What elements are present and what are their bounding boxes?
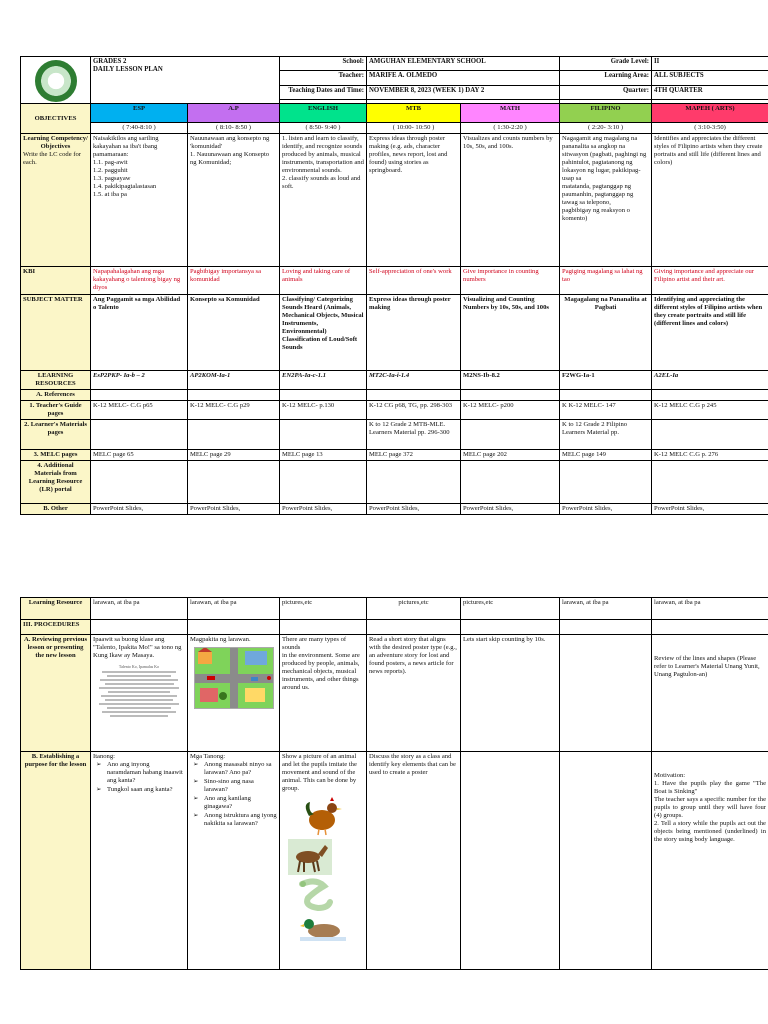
melc-filipino: MELC page 149	[560, 450, 652, 461]
competency-filipino: Nagagamit ang magalang na pananalita sa angkop na sitwasyon (pagbati, paghingi ng pahintulot, pagtatanong ng lokasyon ng lugar, pakikipag-usap sa matatanda, pagtanggap ng paumanhin, pagtanggap ng tawag sa telepono, pagbibigay ng reaksyon o komento)	[560, 134, 652, 267]
lr-ap: larawan, at iba pa	[188, 598, 280, 620]
purpose-esp-question: ➢ Ano ang inyong naramdaman habang inaawit ang kanta?	[107, 761, 185, 785]
lr-esp: larawan, at iba pa	[91, 598, 188, 620]
kbi-english: Loving and taking care of animals	[280, 267, 367, 295]
purpose-label: B. Establishing a purpose for the lesson	[21, 752, 91, 970]
lm-filipino: K to 12 Grade 2 Filipino Learners Material pp.	[560, 420, 652, 450]
code-filipino: F2WG-Ia-1	[560, 371, 652, 390]
other-mtb: PowerPoint Slides,	[367, 504, 461, 515]
melc-mapeh: K-12 MELC C.G p. 276	[652, 450, 768, 461]
review-filipino	[560, 635, 652, 752]
date-value: NOVEMBER 8, 2023 (WEEK 1) DAY 2	[367, 85, 560, 99]
competency-note: Write the LC code for each.	[23, 151, 81, 167]
additional-materials-label: 4. Additional Materials from Learning Resource (LR) portal	[21, 461, 91, 504]
melc-label: 3. MELC pages	[21, 450, 91, 461]
learners-materials-label: 2. Learner's Materials pages	[21, 420, 91, 450]
other-mapeh: PowerPoint Slides,	[652, 504, 768, 515]
other-label: B. Other	[21, 504, 91, 515]
plan-title	[91, 57, 280, 104]
purpose-math	[461, 752, 560, 970]
learning-area-value: ALL SUBJECTS	[652, 71, 768, 85]
quarter-value: 4TH QUARTER	[652, 85, 768, 99]
lr-filipino: larawan, at iba pa	[560, 598, 652, 620]
code-esp: EsP2PKP- Ia-b – 2	[91, 371, 188, 390]
competency-mtb: Express ideas through poster making (e.g. ads, character profiles, news report, lost and found) using stories as springboard.	[367, 134, 461, 267]
code-mtb: MT2C-Ia-i-1.4	[367, 371, 461, 390]
snake-picture	[296, 878, 336, 912]
grade-level-label: Grade Level:	[560, 57, 652, 71]
other-ap: PowerPoint Slides,	[188, 504, 280, 515]
learning-resource-label: Learning Resource	[21, 598, 91, 620]
review-ap	[188, 635, 280, 752]
lm-english	[280, 420, 367, 450]
subject-mapeh: MAPEH ( ARTS)	[652, 104, 768, 123]
purpose-ap-intro: Mga Tanong:	[190, 753, 226, 760]
kbi-label: KBI	[21, 267, 91, 295]
tg-mapeh: K-12 MELC C.G p 245	[652, 401, 768, 420]
tg-math: K-12 MELC- p200	[461, 401, 560, 420]
date-label: Teaching Dates and Time:	[280, 85, 367, 99]
review-mapeh: Review of the lines and shapes (Please refer to Learner's Material Unang Yunit, Unang Pagtulon-an)	[652, 635, 768, 752]
kbi-esp: Napapahalagahan ang mga kakayahang o talentong bigay ng diyos	[91, 267, 188, 295]
purpose-mtb: Discuss the story as a class and identify key elements that can be used to create a poster	[367, 752, 461, 970]
subject-matter-math: Visualizing and Counting Numbers by 10s, 50s, and 100s	[461, 295, 560, 371]
kbi-ap: Pagbibigay importansya sa komunidad	[188, 267, 280, 295]
purpose-ap-question: ➢ Sino-sino ang nasa larawan?	[204, 778, 277, 794]
code-ap: AP2KOM-Ia-1	[188, 371, 280, 390]
time-mtb: ( 10:00- 10:50 )	[367, 123, 461, 134]
purpose-english	[280, 752, 367, 970]
references-label: A. References	[21, 390, 91, 401]
kbi-mtb: Self-appreciation of one's work	[367, 267, 461, 295]
melc-english: MELC page 13	[280, 450, 367, 461]
kbi-mapeh: Giving importance and appreciate our Filipino artist and their art.	[652, 267, 768, 295]
review-label: A. Reviewing previous lesson or presenting the new lesson	[21, 635, 91, 752]
competency-mapeh: Identifies and appreciates the different styles of Filipino artists when they create portraits and still life (different lines and colors)	[652, 134, 768, 267]
objectives-label: OBJECTIVES	[21, 104, 91, 134]
review-math: Lets start skip counting by 10s.	[461, 635, 560, 752]
tg-ap: K-12 MELC- C.G p29	[188, 401, 280, 420]
lesson-plan-procedures	[20, 597, 768, 970]
school-seal-icon	[35, 60, 77, 102]
other-esp: PowerPoint Slides,	[91, 504, 188, 515]
tg-english: K-12 MELC- p.130	[280, 401, 367, 420]
learning-area-label: Learning Area:	[560, 71, 652, 85]
tg-mtb: K-12 CG p68, TG, pp. 298-303	[367, 401, 461, 420]
lr-math: pictures,etc	[461, 598, 560, 620]
tg-esp: K-12 MELC- C.G p65	[91, 401, 188, 420]
duck-picture	[300, 915, 346, 941]
review-ap-text: Magpakita ng larawan.	[190, 636, 251, 643]
lr-mtb: pictures,etc	[367, 598, 461, 620]
subject-esp: ESP	[91, 104, 188, 123]
subject-matter-label: SUBJECT MATTER	[21, 295, 91, 371]
competency-ap: Nauunawaan ang konsepto ng 'komunidad' 1. Nauunawaan ang Konsepto ng Komunidad;	[188, 134, 280, 267]
subject-matter-english: Classifying/ Categorizing Sounds Heard (Animals, Mechanical Objects, Musical Instruments, Environmental) Classification of Loud/Soft Sounds	[280, 295, 367, 371]
quarter-label: Quarter:	[560, 85, 652, 99]
subject-matter-mapeh: Identifying and appreciating the different styles of Filipino artists when they create portraits and still life (different lines and colors)	[652, 295, 768, 371]
code-english: EN2PA-Ia-c-1.1	[280, 371, 367, 390]
time-math: ( 1:30-2:20 )	[461, 123, 560, 134]
lm-mapeh	[652, 420, 768, 450]
learning-resources-label: LEARNING RESOURCES	[21, 371, 91, 390]
teachers-guide-label: 1. Teacher's Guide pages	[21, 401, 91, 420]
purpose-esp-intro: Itanong:	[93, 753, 115, 760]
lm-math	[461, 420, 560, 450]
grade-level-value: II	[652, 57, 768, 71]
review-english: There are many types of sounds in the environment. Some are produced by people, animals, mechanical objects, musical instruments, and other things around us.	[280, 635, 367, 752]
horse-picture	[288, 839, 332, 875]
time-ap: ( 8:10- 8:50 )	[188, 123, 280, 134]
teacher-value: MARIFE A. OLMEDO	[367, 71, 560, 85]
melc-math: MELC page 202	[461, 450, 560, 461]
time-filipino: ( 2:20- 3:10 )	[560, 123, 652, 134]
subject-matter-mtb: Express ideas through poster making	[367, 295, 461, 371]
review-esp-text: Ipaawit sa buong klase ang "Talento, Ipakita Mo!" sa tono ng Kung Ikaw ay Masaya.	[93, 636, 182, 660]
purpose-mapeh: Motivation: 1. Have the pupils play the game "The Boat is Sinking" The teacher says a specific number for the pupils to group until they will have four (4) groups. 2. Tell a story while the pupils act out the objects being mentioned (underlined) in the story using body language.	[652, 752, 768, 970]
other-math: PowerPoint Slides,	[461, 504, 560, 515]
melc-ap: MELC page 29	[188, 450, 280, 461]
plan-subtitle: DAILY LESSON PLAN	[93, 66, 163, 74]
song-lyrics-image	[93, 664, 185, 717]
lm-ap	[188, 420, 280, 450]
school-label: School:	[280, 57, 367, 71]
time-mapeh: ( 3:10-3:50)	[652, 123, 768, 134]
purpose-ap-question: ➢ Ano ang kanilang ginagawa?	[204, 795, 277, 811]
school-logo-cell	[21, 57, 91, 104]
competency-esp: Naisakikilos ang sariling kakayahan sa iba't ibang pamamaraan: 1.1. pag-awit 1.2. pagguhit 1.3. pagsayaw 1.4. pakikipagtalastasan 1.5. at iba pa	[91, 134, 188, 267]
rooster-picture	[300, 796, 346, 836]
community-picture	[194, 647, 274, 709]
purpose-ap	[188, 752, 280, 970]
melc-esp: MELC page 65	[91, 450, 188, 461]
competency-label-cell	[21, 134, 91, 267]
purpose-ap-question: ➢ Anong istruktura ang iyong nakikita sa larawan?	[204, 812, 277, 828]
code-mapeh: A2EL-Ia	[652, 371, 768, 390]
subject-matter-filipino: Magagalang na Pananalita at Pagbati	[560, 295, 652, 371]
code-math: M2NS-Ib-8.2	[461, 371, 560, 390]
school-value: AMGUHAN ELEMENTARY SCHOOL	[367, 57, 560, 71]
kbi-filipino: Pagiging magalang sa lahat ng tao	[560, 267, 652, 295]
kbi-math: Give importance in counting numbers	[461, 267, 560, 295]
subject-ap: A.P	[188, 104, 280, 123]
tg-filipino: K K-12 MELC- 147	[560, 401, 652, 420]
other-filipino: PowerPoint Slides,	[560, 504, 652, 515]
purpose-esp	[91, 752, 188, 970]
procedures-label: III. PROCEDURES	[21, 620, 91, 635]
subject-filipino: FILIPINO	[560, 104, 652, 123]
purpose-english-text: Show a picture of an animal and let the pupils imitate the movement and sound of the animal. This can be done by group.	[282, 753, 357, 793]
review-mtb: Read a short story that aligns with the desired poster type (e.g., an adventure story for lost and found posters, a news article for news reports).	[367, 635, 461, 752]
grades-title: GRADES 2	[93, 58, 127, 65]
review-esp	[91, 635, 188, 752]
song-title: Talento Ko, Ipamalas Ko	[118, 664, 160, 670]
teacher-label: Teacher:	[280, 71, 367, 85]
subject-math: MATH	[461, 104, 560, 123]
competency-label: Learning Competency/ Objectives	[23, 135, 88, 151]
time-english: ( 8:50- 9:40 )	[280, 123, 367, 134]
other-english: PowerPoint Slides,	[280, 504, 367, 515]
subject-mtb: MTB	[367, 104, 461, 123]
competency-math: Visualizes and counts numbers by 10s, 50s, and 100s.	[461, 134, 560, 267]
purpose-ap-question: ➢ Anong masasabi ninyo sa larawan? Ano pa?	[204, 761, 277, 777]
lr-mapeh: larawan, at iba pa	[652, 598, 768, 620]
subject-english: ENGLISH	[280, 104, 367, 123]
melc-mtb: MELC page 372	[367, 450, 461, 461]
time-esp: ( 7:40-8:10 )	[91, 123, 188, 134]
subject-matter-ap: Konsepto sa Komunidad	[188, 295, 280, 371]
subject-matter-esp: Ang Paggamit sa mga Abilidad o Talento	[91, 295, 188, 371]
purpose-filipino	[560, 752, 652, 970]
lesson-plan-top	[20, 56, 768, 515]
competency-english: 1. listen and learn to classify, identify, and recognize sounds produced by animals, musical instruments, transportation and environmental sounds. 2. classify sounds as loud and soft.	[280, 134, 367, 267]
lr-english: pictures,etc	[280, 598, 367, 620]
lm-mtb: K to 12 Grade 2 MTB-MLE. Learners Material pp. 296-300	[367, 420, 461, 450]
purpose-esp-question: ➢ Tungkol saan ang kanta?	[107, 786, 185, 794]
lm-esp	[91, 420, 188, 450]
